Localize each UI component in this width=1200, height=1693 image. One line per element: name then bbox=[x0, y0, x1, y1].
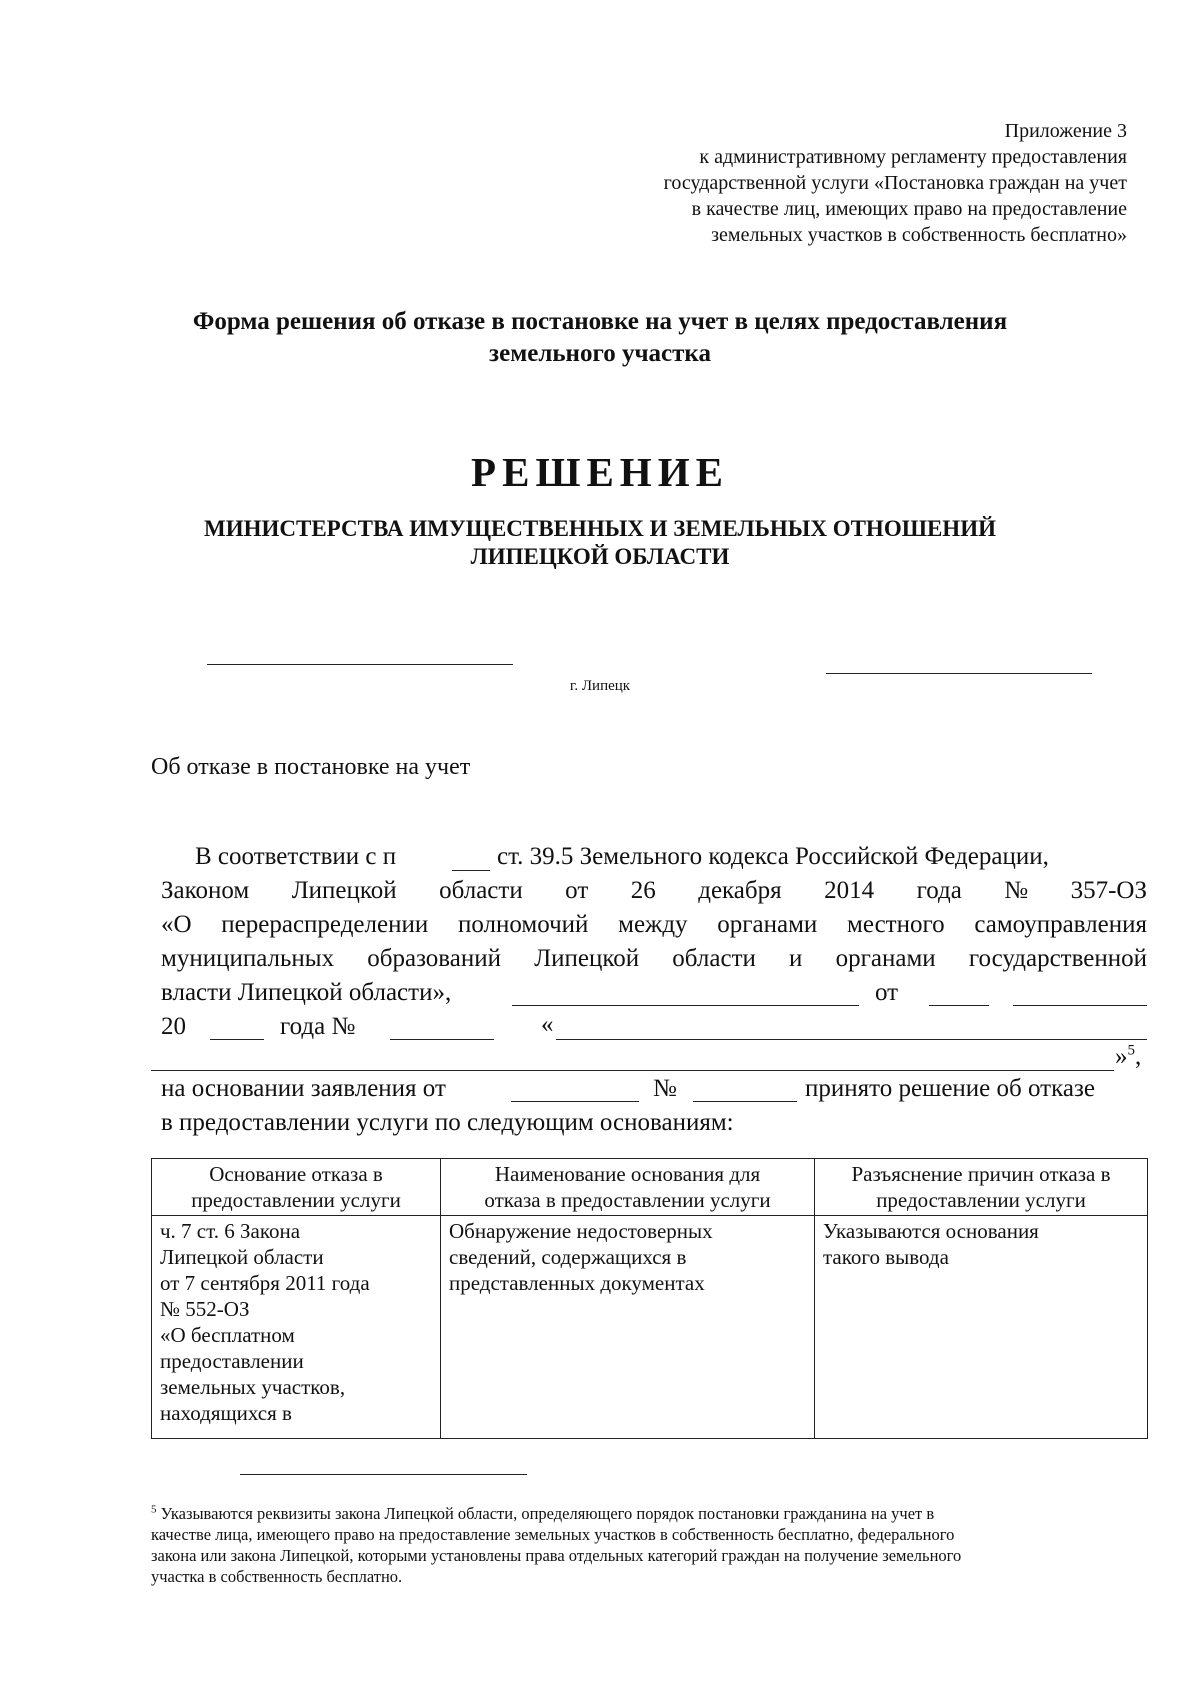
clause-blank-line[interactable] bbox=[452, 870, 490, 871]
table-row bbox=[152, 1216, 1148, 1439]
close-quote: » bbox=[1115, 1043, 1128, 1070]
header-line: Разъяснение причин отказа в bbox=[851, 1162, 1111, 1186]
body-line-5-start: власти Липецкой области», bbox=[161, 979, 452, 1006]
header-line: Основание отказа в bbox=[209, 1162, 383, 1186]
cell-line: № 552-ОЗ bbox=[160, 1297, 250, 1321]
appendix-line: к административному регламенту предоставления bbox=[699, 146, 1127, 168]
doc-number-blank-line[interactable] bbox=[390, 1039, 494, 1040]
body-word: Липецкой bbox=[291, 877, 397, 904]
body-word: № bbox=[1004, 877, 1029, 904]
body-word: от bbox=[565, 877, 589, 904]
body-line-2 bbox=[161, 874, 1147, 908]
body-word: года bbox=[916, 877, 962, 904]
footnote bbox=[151, 1503, 1151, 1587]
body-line-1-end: ст. 39.5 Земельного кодекса Российской Федерации, bbox=[497, 843, 1049, 870]
cell-line: ч. 7 ст. 6 Закона bbox=[160, 1219, 301, 1243]
header-line: отказа в предоставлении услуги bbox=[484, 1188, 771, 1212]
form-title-line: земельного участка bbox=[489, 340, 711, 367]
body-line-6-year-word: года № bbox=[280, 1013, 356, 1040]
decision-title: РЕШЕНИЕ bbox=[471, 449, 729, 495]
doc-title-blank-line-2[interactable] bbox=[151, 1070, 1114, 1071]
body-word: декабря bbox=[698, 877, 782, 904]
body-word: области bbox=[439, 877, 523, 904]
date-blank-line[interactable] bbox=[207, 664, 513, 665]
city-label: г. Липецк bbox=[569, 678, 631, 694]
application-date-blank-line[interactable] bbox=[511, 1101, 639, 1102]
body-word: 357-ОЗ bbox=[1070, 877, 1147, 904]
table-header-cell bbox=[815, 1159, 1148, 1216]
month-blank-line[interactable] bbox=[1013, 1005, 1147, 1006]
table-header-row bbox=[152, 1159, 1148, 1216]
cell-line: от 7 сентября 2011 года bbox=[160, 1271, 370, 1295]
cell-line: Указываются основания bbox=[823, 1219, 1039, 1243]
body-line-8-num: № bbox=[653, 1075, 677, 1102]
body-line-4: муниципальных образований Липецкой области и органами государственной bbox=[161, 945, 1147, 972]
body-line-6-year: 20 bbox=[161, 1013, 186, 1040]
table-cell bbox=[152, 1216, 441, 1439]
doc-title-blank-line-1[interactable] bbox=[556, 1039, 1147, 1040]
appendix-header bbox=[507, 118, 1127, 248]
body-line-8-end: принято решение об отказе bbox=[805, 1075, 1095, 1102]
header-line: предоставлении услуги bbox=[876, 1188, 1086, 1212]
footnote-line bbox=[151, 1503, 1151, 1524]
body-word: 26 bbox=[630, 877, 656, 904]
refusal-reasons-table bbox=[151, 1158, 1148, 1439]
table-cell bbox=[441, 1216, 815, 1439]
table-header-cell bbox=[152, 1159, 441, 1216]
body-line-3: «О перераспределении полномочий между органами местного самоуправления bbox=[161, 911, 1147, 938]
form-title-line: Форма решения об отказе в постановке на учет в целях предоставления bbox=[192, 308, 1008, 335]
ministry-line: МИНИСТЕРСТВА ИМУЩЕСТВЕННЫХ И ЗЕМЕЛЬНЫХ ОТНОШЕНИЙ bbox=[204, 516, 996, 541]
footnote-line: качестве лица, имеющего право на предоставление земельных участков в собственность бесплатно, федерального bbox=[151, 1525, 955, 1544]
cell-line: «О бесплатном bbox=[160, 1323, 295, 1347]
footnote-line: участка в собственность бесплатно. bbox=[151, 1567, 403, 1586]
footnote-ref: 5 bbox=[1127, 1042, 1135, 1059]
body-word: Законом bbox=[161, 877, 250, 904]
table-header-cell bbox=[441, 1159, 815, 1216]
body-line-1-start: В соответствии с п bbox=[195, 843, 397, 870]
cell-line: земельных участков, bbox=[160, 1375, 346, 1399]
body-word: 2014 bbox=[824, 877, 875, 904]
body-line-8-start: на основании заявления от bbox=[161, 1075, 446, 1102]
appendix-line: государственной услуги «Постановка граждан на учет bbox=[663, 172, 1127, 194]
cell-line: сведений, содержащихся в bbox=[449, 1245, 687, 1269]
number-blank-line[interactable] bbox=[826, 673, 1092, 674]
cell-line: находящихся в bbox=[160, 1401, 292, 1425]
authority-blank-line[interactable] bbox=[512, 1005, 859, 1006]
footnote-text: Указываются реквизиты закона Липецкой области, определяющего порядок постановки гражданина на учет в bbox=[156, 1504, 935, 1523]
body-line-9: в предоставлении услуги по следующим основаниям: bbox=[161, 1109, 734, 1136]
header-line: Наименование основания для bbox=[494, 1162, 761, 1186]
day-blank-line[interactable] bbox=[929, 1005, 989, 1006]
cell-line: представленных документах bbox=[449, 1271, 705, 1295]
year-blank-line[interactable] bbox=[210, 1039, 264, 1040]
cell-line: Обнаружение недостоверных bbox=[449, 1219, 713, 1243]
close-quote-with-ref bbox=[1115, 1040, 1141, 1074]
cell-line: предоставлении bbox=[160, 1349, 304, 1373]
ministry-line: ЛИПЕЦКОЙ ОБЛАСТИ bbox=[470, 544, 730, 569]
decision-subject: Об отказе в постановке на учет bbox=[151, 754, 471, 780]
body-line-5-from: от bbox=[875, 979, 899, 1006]
footnote-separator bbox=[240, 1474, 527, 1475]
application-number-blank-line[interactable] bbox=[693, 1101, 797, 1102]
footnote-mark: 5 bbox=[151, 1503, 157, 1516]
open-quote: « bbox=[541, 1011, 554, 1038]
ministry-name bbox=[0, 515, 1200, 571]
appendix-line: земельных участков в собственность бесплатно» bbox=[711, 224, 1127, 246]
appendix-line: в качестве лиц, имеющих право на предоставление bbox=[691, 198, 1127, 220]
header-line: предоставлении услуги bbox=[191, 1188, 401, 1212]
form-title bbox=[0, 306, 1200, 370]
appendix-line: Приложение 3 bbox=[1004, 120, 1127, 142]
cell-line: Липецкой области bbox=[160, 1245, 324, 1269]
table-cell bbox=[815, 1216, 1148, 1439]
cell-line: такого вывода bbox=[823, 1245, 949, 1269]
footnote-line: закона или закона Липецкой, которыми установлены права отдельных категорий граждан на получение земельного bbox=[151, 1546, 962, 1565]
comma: , bbox=[1135, 1043, 1142, 1070]
